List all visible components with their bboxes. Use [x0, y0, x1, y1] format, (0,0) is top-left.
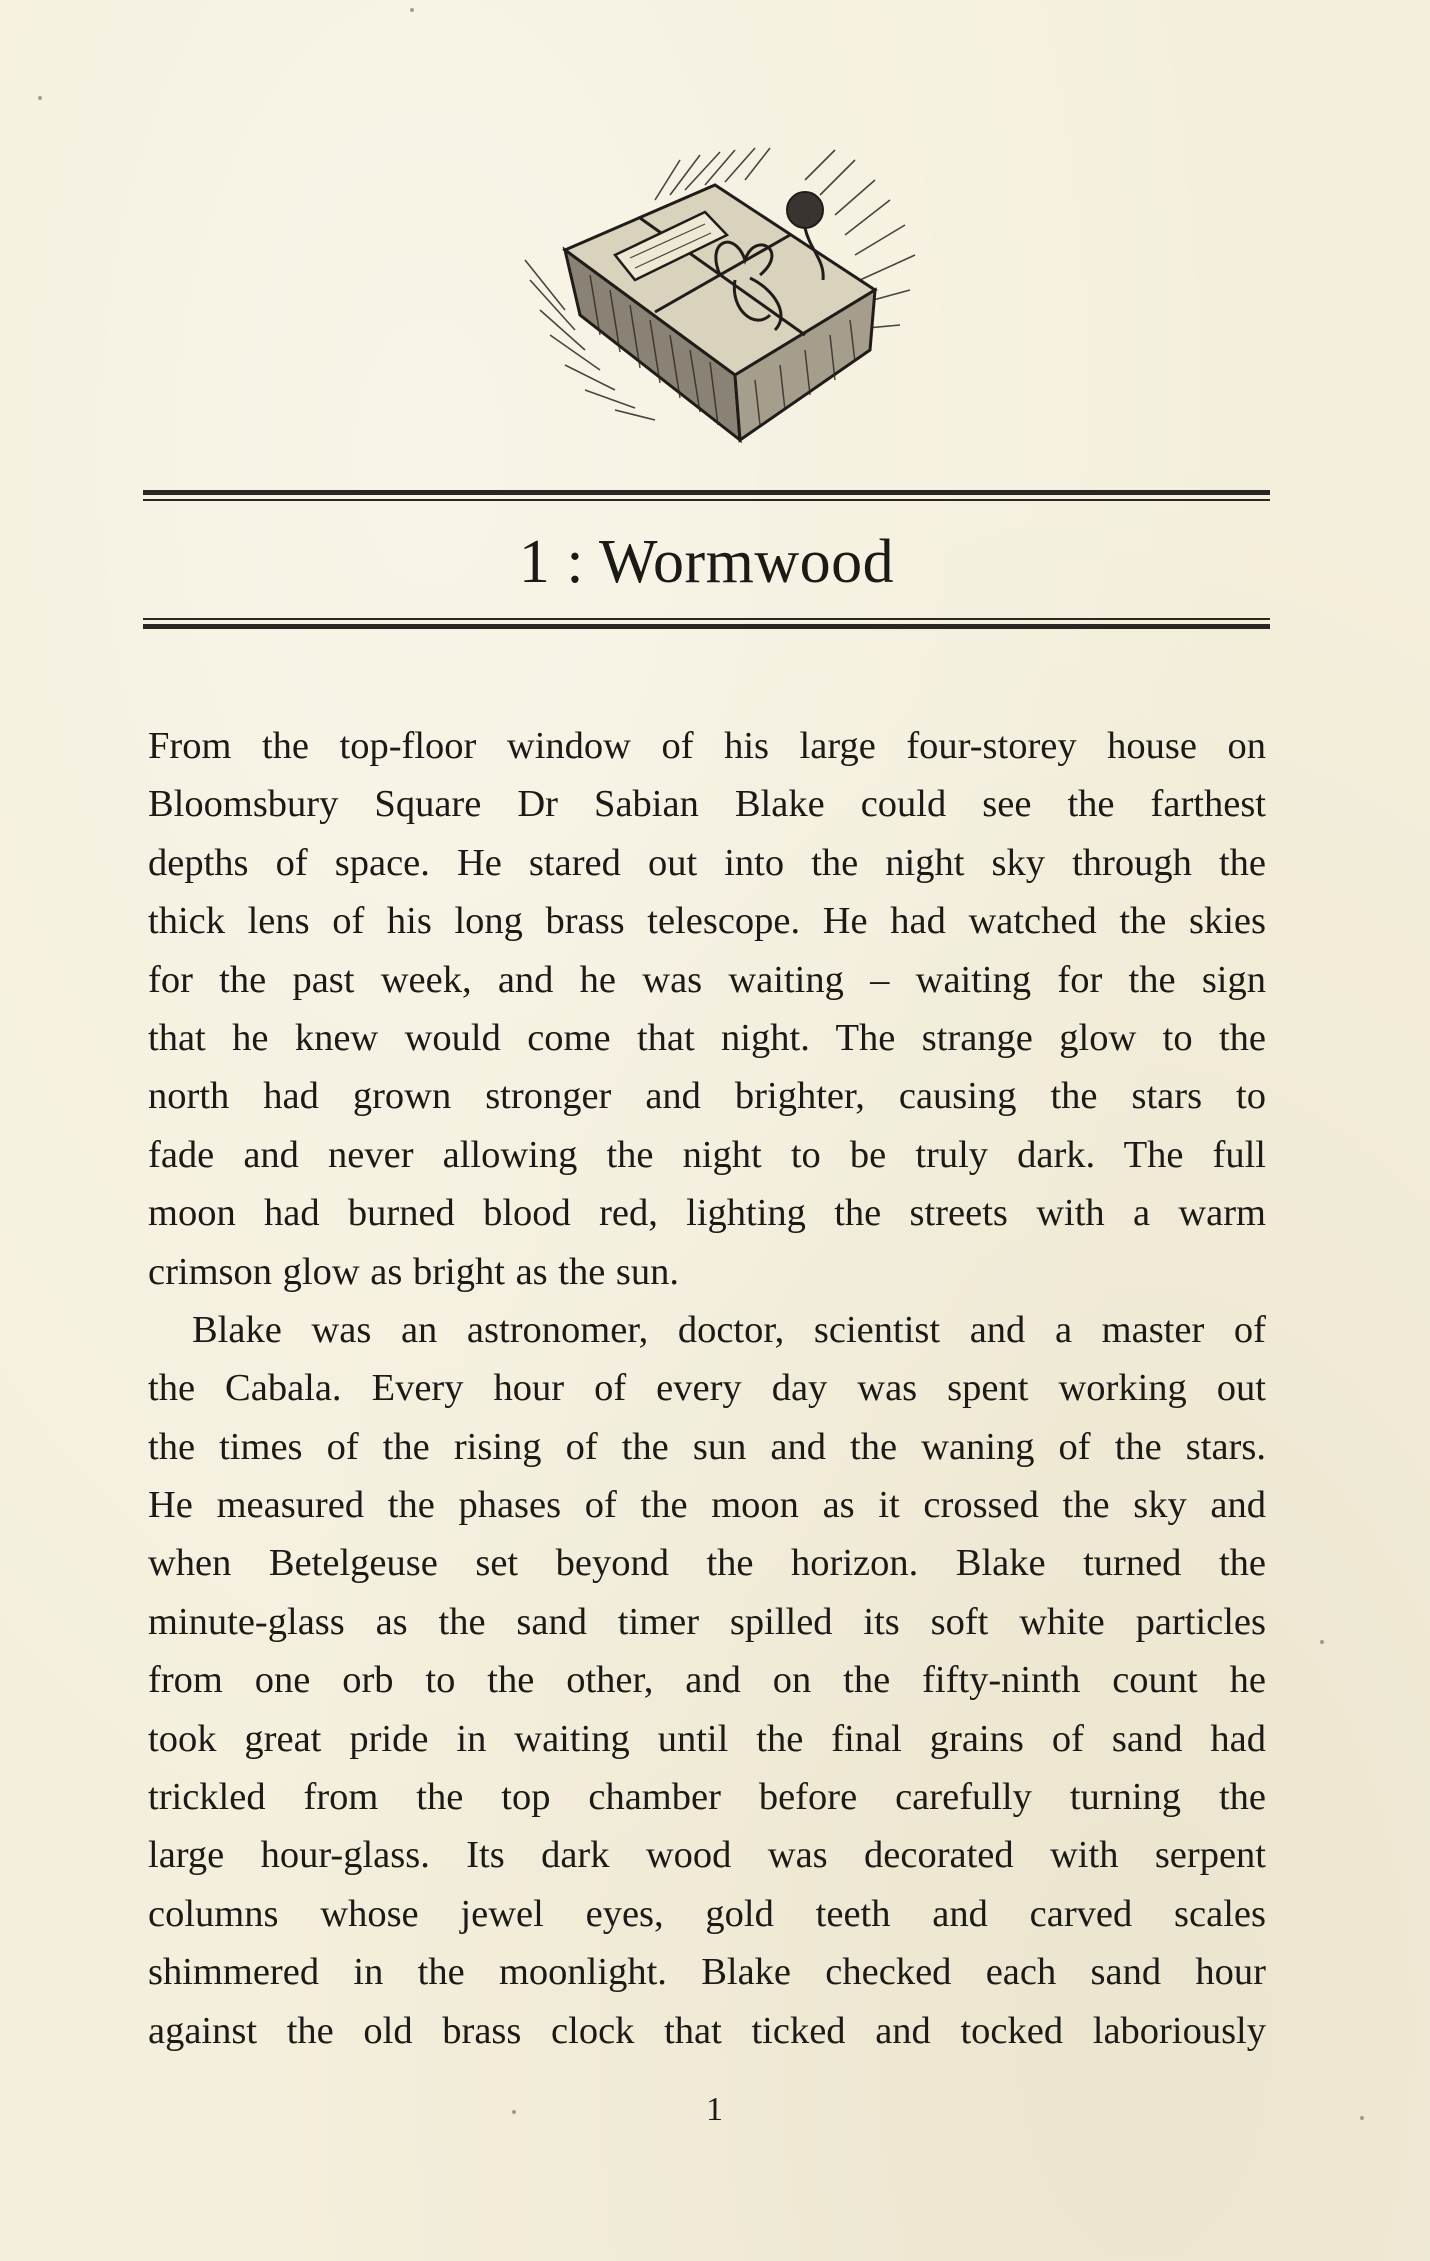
paper-speck [512, 2110, 516, 2114]
title-rule-top [143, 490, 1270, 501]
title-rule-bottom [143, 618, 1270, 629]
text-line: He measured the phases of the moon as it crossed the sky and [148, 1484, 1266, 1527]
text-line: when Betelgeuse set beyond the horizon. Blake turned the [148, 1542, 1266, 1585]
text-line: against the old brass clock that ticked and tocked laboriously [148, 2009, 1266, 2052]
paper-speck [410, 8, 414, 12]
chapter-title: 1 : Wormwood [518, 528, 895, 596]
paper-speck [1360, 2116, 1364, 2120]
text-line: north had grown stronger and brighter, causing the stars to [148, 1075, 1266, 1118]
text-line: depths of space. He stared out into the night sky through the [148, 841, 1266, 884]
text-line: fade and never allowing the night to be truly dark. The full [148, 1133, 1266, 1176]
chapter-body [148, 717, 1266, 2060]
paper-speck [1320, 1640, 1324, 1644]
text-line: the times of the rising of the sun and the waning of the stars. [148, 1425, 1266, 1468]
text-line: large hour-glass. Its dark wood was decorated with serpent [148, 1834, 1266, 1877]
text-line: from one orb to the other, and on the fifty-ninth count he [148, 1659, 1266, 1702]
text-line: took great pride in waiting until the final grains of sand had [148, 1717, 1266, 1760]
text-line: From the top-floor window of his large four-storey house on [148, 725, 1266, 767]
text-line: Blake was an astronomer, doctor, scientist and a master of [192, 1308, 1266, 1351]
text-line: for the past week, and he was waiting – waiting for the sign [148, 958, 1266, 1001]
text-line: that he knew would come that night. The strange glow to the [148, 1016, 1266, 1059]
text-line: minute-glass as the sand timer spilled its soft white particles [148, 1600, 1266, 1643]
text-line: trickled from the top chamber before carefully turning the [148, 1776, 1266, 1819]
text-line: moon had burned blood red, lighting the streets with a warm [148, 1192, 1266, 1235]
text-line: the Cabala. Every hour of every day was spent working out [148, 1367, 1266, 1410]
text-line: Bloomsbury Square Dr Sabian Blake could see the farthest [148, 783, 1266, 826]
wrapped-parcel-illustration [505, 140, 945, 460]
text-line: columns whose jewel eyes, gold teeth and carved scales [148, 1892, 1266, 1935]
text-line: shimmered in the moonlight. Blake checked each sand hour [148, 1951, 1266, 1994]
text-line: thick lens of his long brass telescope. He had watched the skies [148, 900, 1266, 943]
page-number: 1 [706, 2091, 724, 2128]
text-line: crimson glow as bright as the sun. [148, 1250, 680, 1293]
paper-speck [38, 96, 42, 100]
